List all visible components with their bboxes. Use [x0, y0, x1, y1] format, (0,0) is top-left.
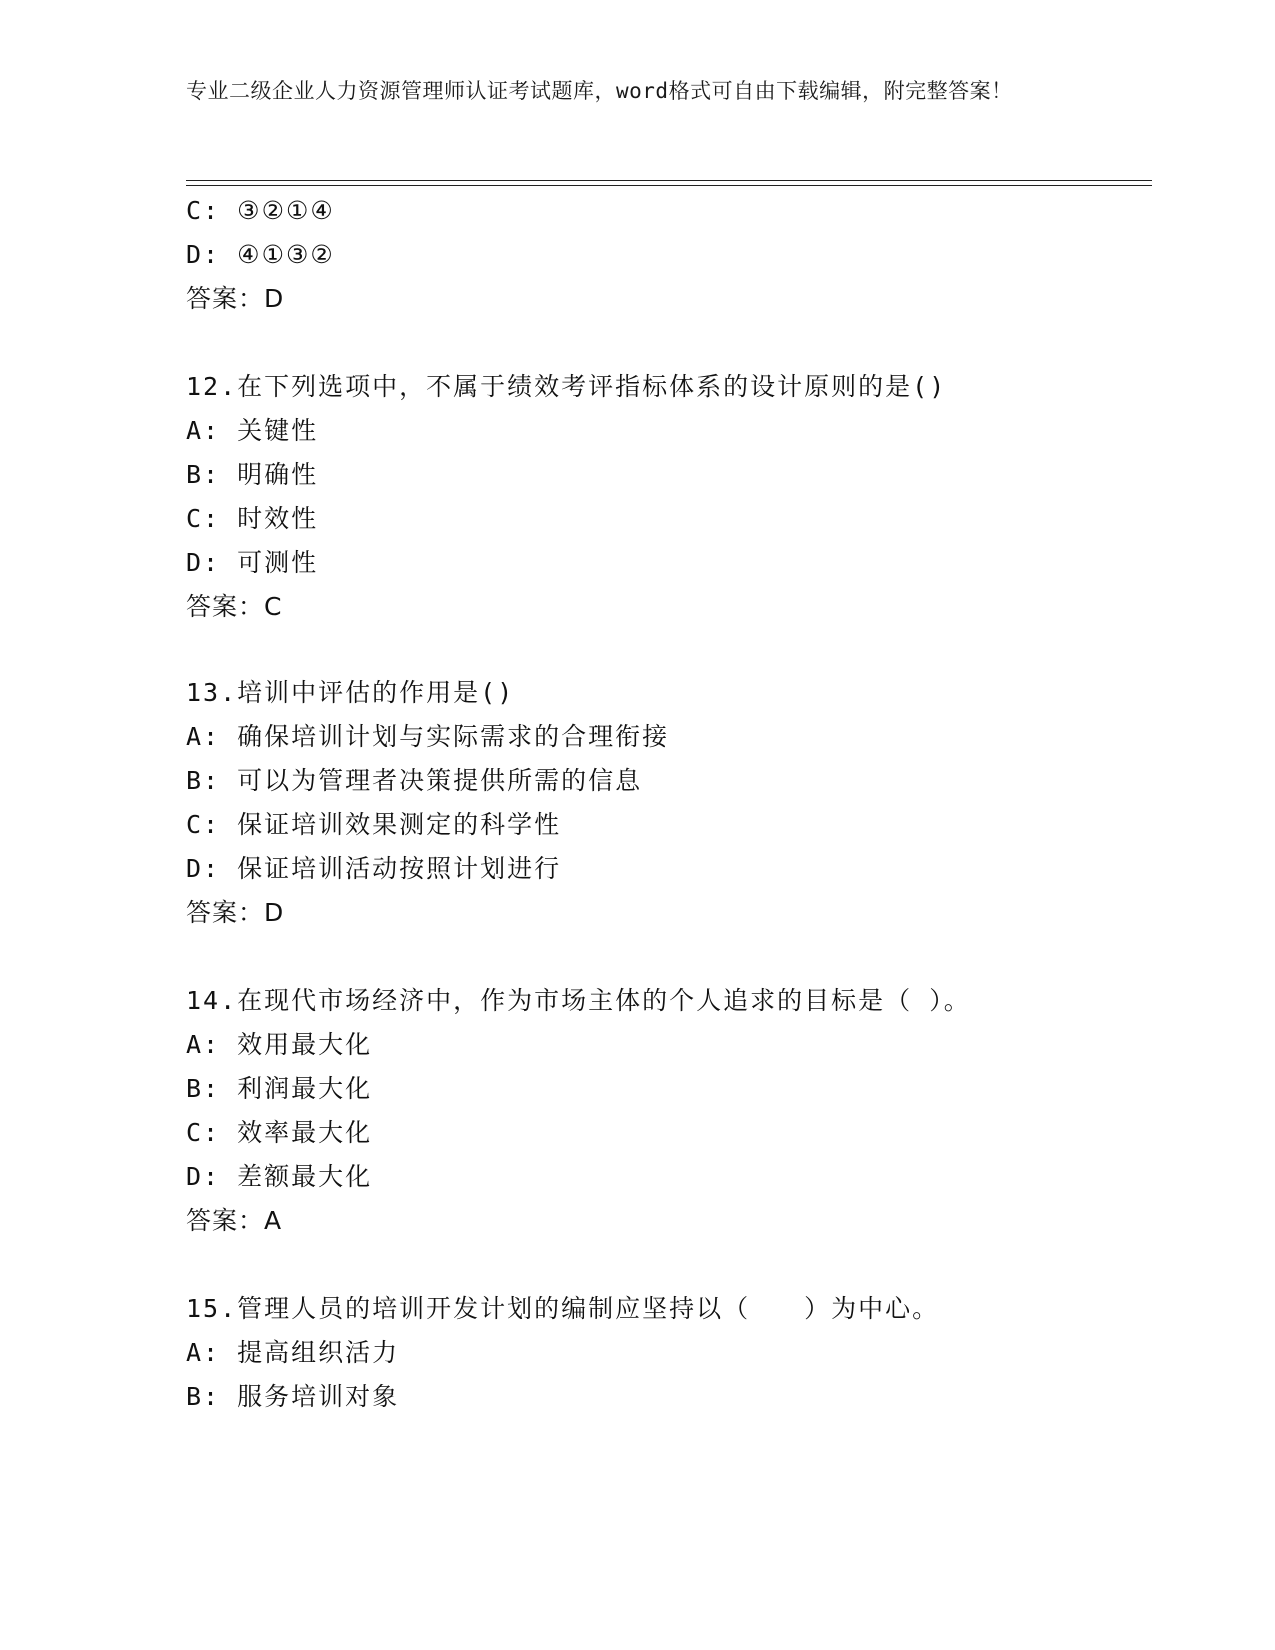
- option-d: D: 差额最大化: [186, 1162, 373, 1191]
- answer-line: 答案：D: [186, 284, 285, 313]
- option-d: D: 可测性: [186, 548, 319, 577]
- question-15: 15.管理人员的培训开发计划的编制应坚持以（ ）为中心。: [186, 1294, 940, 1323]
- answer-line: 答案：C: [186, 592, 283, 621]
- page-header: 专业二级企业人力资源管理师认证考试题库，word格式可自由下载编辑，附完整答案！: [186, 79, 1013, 103]
- question-13: 13.培训中评估的作用是(): [186, 678, 515, 707]
- answer-line: 答案：D: [186, 898, 285, 927]
- option-a: A: 关键性: [186, 416, 319, 445]
- option-c: C: 时效性: [186, 504, 319, 533]
- option-a: A: 提高组织活力: [186, 1338, 400, 1367]
- option-d: D: 保证培训活动按照计划进行: [186, 854, 562, 883]
- option-d: D: ④①③②: [186, 240, 335, 269]
- option-a: A: 效用最大化: [186, 1030, 373, 1059]
- option-c: C: 效率最大化: [186, 1118, 373, 1147]
- option-c: C: 保证培训效果测定的科学性: [186, 810, 562, 839]
- header-divider-top: [186, 180, 1152, 181]
- header-divider-bottom: [186, 185, 1152, 186]
- option-b: B: 可以为管理者决策提供所需的信息: [186, 766, 643, 795]
- question-14: 14.在现代市场经济中，作为市场主体的个人追求的目标是（ ）。: [186, 986, 971, 1015]
- option-a: A: 确保培训计划与实际需求的合理衔接: [186, 722, 670, 751]
- option-b: B: 明确性: [186, 460, 319, 489]
- option-b: B: 服务培训对象: [186, 1382, 400, 1411]
- option-c: C: ③②①④: [186, 196, 335, 225]
- answer-line: 答案：A: [186, 1206, 283, 1235]
- question-12: 12.在下列选项中，不属于绩效考评指标体系的设计原则的是(): [186, 372, 947, 401]
- option-b: B: 利润最大化: [186, 1074, 373, 1103]
